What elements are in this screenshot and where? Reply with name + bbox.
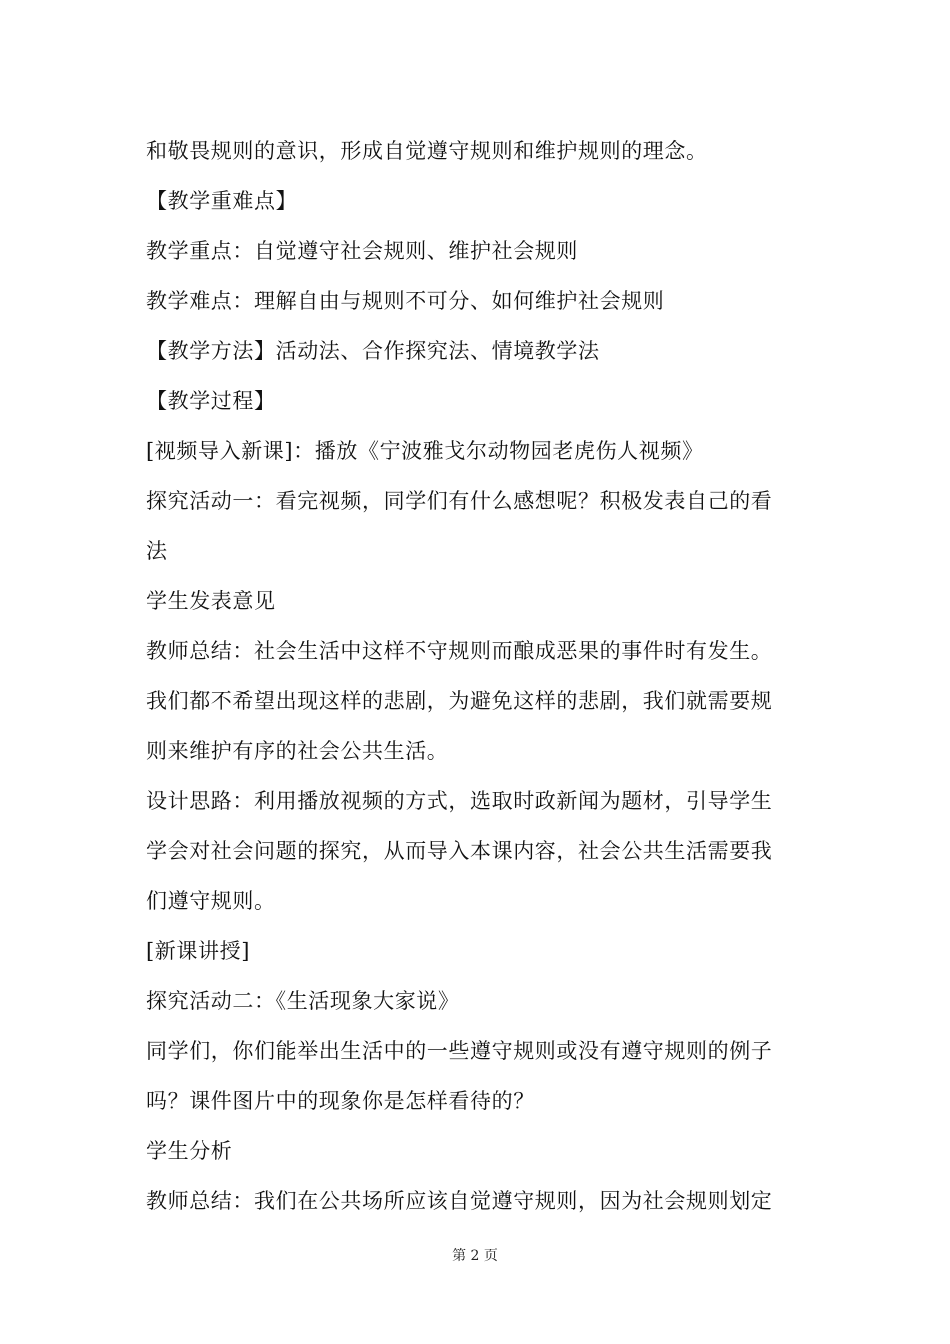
section-heading: 【教学方法】活动法、合作探究法、情境教学法 — [146, 339, 600, 363]
body-text-line: 们遵守规则。 — [146, 889, 276, 913]
page-number: 第 2 页 — [452, 1248, 498, 1264]
body-text-line: 教学重点：自觉遵守社会规则、维护社会规则 — [146, 239, 578, 263]
section-heading: 【教学过程】 — [146, 389, 276, 413]
body-text-line: 教师总结：社会生活中这样不守规则而酿成恶果的事件时有发生。 — [146, 639, 773, 663]
body-text-line: 学会对社会问题的探究，从而导入本课内容，社会公共生活需要我 — [146, 839, 773, 863]
body-text-line: 教师总结：我们在公共场所应该自觉遵守规则，因为社会规则划定 — [146, 1189, 773, 1213]
body-text-line: 法 — [146, 539, 168, 563]
section-heading: 【教学重难点】 — [146, 189, 298, 213]
body-text-line: 探究活动一：看完视频，同学们有什么感想呢？积极发表自己的看 — [146, 489, 773, 513]
body-text-line: 和敬畏规则的意识，形成自觉遵守规则和维护规则的理念。 — [146, 139, 708, 163]
body-text-line: 学生发表意见 — [146, 589, 276, 613]
body-text-line: 同学们，你们能举出生活中的一些遵守规则或没有遵守规则的例子 — [146, 1039, 773, 1063]
body-text-line: 探究活动二：《生活现象大家说》 — [146, 989, 460, 1013]
body-text-line: 教学难点：理解自由与规则不可分、如何维护社会规则 — [146, 289, 665, 313]
body-text-line: 设计思路：利用播放视频的方式，选取时政新闻为题材，引导学生 — [146, 789, 773, 813]
body-text-line: 则来维护有序的社会公共生活。 — [146, 739, 449, 763]
body-text-line: 学生分析 — [146, 1139, 233, 1163]
body-text-line: 我们都不希望出现这样的悲剧，为避免这样的悲剧，我们就需要规 — [146, 689, 773, 713]
body-text-line: [视频导入新课]：播放《宁波雅戈尔动物园老虎伤人视频》 — [146, 439, 704, 463]
body-text-line: 吗？课件图片中的现象你是怎样看待的？ — [146, 1089, 535, 1113]
section-heading: [新课讲授] — [146, 939, 250, 963]
